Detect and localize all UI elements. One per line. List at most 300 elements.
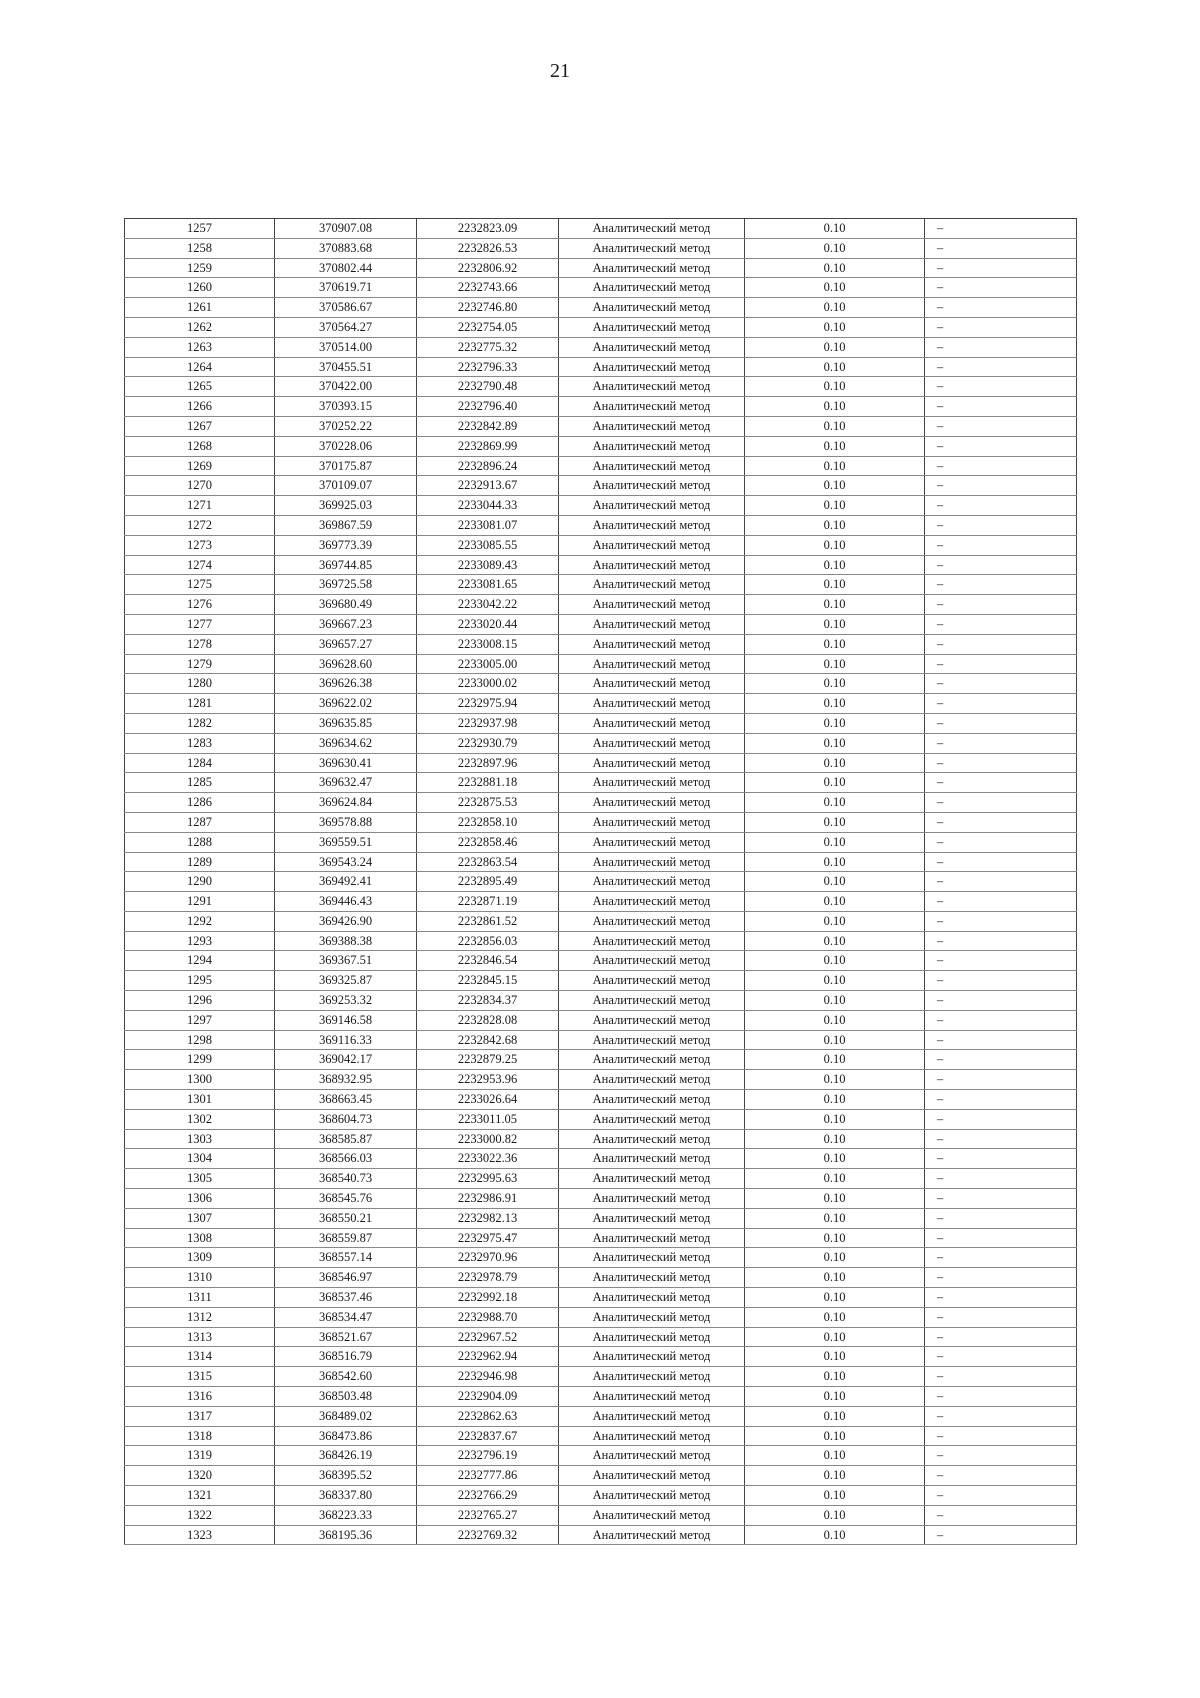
table-row bbox=[125, 793, 1077, 813]
y-coordinate: 2232796.19 bbox=[417, 1446, 559, 1466]
y-coordinate: 2233085.55 bbox=[417, 535, 559, 555]
method-cell: Аналитический метод bbox=[559, 1446, 745, 1466]
description-cell: – bbox=[925, 812, 1077, 832]
table-row bbox=[125, 1268, 1077, 1288]
method-cell: Аналитический метод bbox=[559, 713, 745, 733]
x-coordinate: 370109.07 bbox=[275, 476, 417, 496]
description-cell: – bbox=[925, 793, 1077, 813]
precision-cell: 0.10 bbox=[745, 1387, 925, 1407]
y-coordinate: 2232988.70 bbox=[417, 1307, 559, 1327]
x-coordinate: 369578.88 bbox=[275, 812, 417, 832]
method-cell: Аналитический метод bbox=[559, 1070, 745, 1090]
point-number: 1315 bbox=[125, 1367, 275, 1387]
y-coordinate: 2232796.40 bbox=[417, 397, 559, 417]
point-number: 1288 bbox=[125, 832, 275, 852]
precision-cell: 0.10 bbox=[745, 238, 925, 258]
point-number: 1281 bbox=[125, 694, 275, 714]
method-cell: Аналитический метод bbox=[559, 1050, 745, 1070]
method-cell: Аналитический метод bbox=[559, 892, 745, 912]
method-cell: Аналитический метод bbox=[559, 555, 745, 575]
precision-cell: 0.10 bbox=[745, 991, 925, 1011]
x-coordinate: 368557.14 bbox=[275, 1248, 417, 1268]
y-coordinate: 2232975.94 bbox=[417, 694, 559, 714]
method-cell: Аналитический метод bbox=[559, 654, 745, 674]
y-coordinate: 2232842.68 bbox=[417, 1030, 559, 1050]
y-coordinate: 2232777.86 bbox=[417, 1466, 559, 1486]
x-coordinate: 369624.84 bbox=[275, 793, 417, 813]
method-cell: Аналитический метод bbox=[559, 1426, 745, 1446]
precision-cell: 0.10 bbox=[745, 357, 925, 377]
precision-cell: 0.10 bbox=[745, 1129, 925, 1149]
method-cell: Аналитический метод bbox=[559, 971, 745, 991]
precision-cell: 0.10 bbox=[745, 535, 925, 555]
point-number: 1257 bbox=[125, 219, 275, 239]
description-cell: – bbox=[925, 614, 1077, 634]
precision-cell: 0.10 bbox=[745, 337, 925, 357]
table-row bbox=[125, 812, 1077, 832]
description-cell: – bbox=[925, 634, 1077, 654]
method-cell: Аналитический метод bbox=[559, 872, 745, 892]
point-number: 1303 bbox=[125, 1129, 275, 1149]
method-cell: Аналитический метод bbox=[559, 298, 745, 318]
point-number: 1310 bbox=[125, 1268, 275, 1288]
precision-cell: 0.10 bbox=[745, 951, 925, 971]
point-number: 1267 bbox=[125, 416, 275, 436]
y-coordinate: 2232837.67 bbox=[417, 1426, 559, 1446]
description-cell: – bbox=[925, 1109, 1077, 1129]
point-number: 1277 bbox=[125, 614, 275, 634]
method-cell: Аналитический метод bbox=[559, 1327, 745, 1347]
precision-cell: 0.10 bbox=[745, 872, 925, 892]
method-cell: Аналитический метод bbox=[559, 1208, 745, 1228]
x-coordinate: 370175.87 bbox=[275, 456, 417, 476]
precision-cell: 0.10 bbox=[745, 476, 925, 496]
x-coordinate: 369657.27 bbox=[275, 634, 417, 654]
method-cell: Аналитический метод bbox=[559, 1525, 745, 1545]
x-coordinate: 369634.62 bbox=[275, 733, 417, 753]
x-coordinate: 368546.97 bbox=[275, 1268, 417, 1288]
description-cell: – bbox=[925, 1288, 1077, 1308]
method-cell: Аналитический метод bbox=[559, 1486, 745, 1506]
y-coordinate: 2232970.96 bbox=[417, 1248, 559, 1268]
point-number: 1317 bbox=[125, 1406, 275, 1426]
precision-cell: 0.10 bbox=[745, 1090, 925, 1110]
table-row bbox=[125, 1169, 1077, 1189]
description-cell: – bbox=[925, 397, 1077, 417]
description-cell: – bbox=[925, 694, 1077, 714]
x-coordinate: 369325.87 bbox=[275, 971, 417, 991]
point-number: 1272 bbox=[125, 515, 275, 535]
method-cell: Аналитический метод bbox=[559, 1268, 745, 1288]
x-coordinate: 368195.36 bbox=[275, 1525, 417, 1545]
precision-cell: 0.10 bbox=[745, 515, 925, 535]
description-cell: – bbox=[925, 238, 1077, 258]
precision-cell: 0.10 bbox=[745, 298, 925, 318]
table-row bbox=[125, 1525, 1077, 1545]
point-number: 1274 bbox=[125, 555, 275, 575]
precision-cell: 0.10 bbox=[745, 1268, 925, 1288]
point-number: 1300 bbox=[125, 1070, 275, 1090]
table-row bbox=[125, 971, 1077, 991]
x-coordinate: 369116.33 bbox=[275, 1030, 417, 1050]
x-coordinate: 368537.46 bbox=[275, 1288, 417, 1308]
y-coordinate: 2233081.65 bbox=[417, 575, 559, 595]
table-row bbox=[125, 278, 1077, 298]
precision-cell: 0.10 bbox=[745, 278, 925, 298]
table-row bbox=[125, 1288, 1077, 1308]
method-cell: Аналитический метод bbox=[559, 674, 745, 694]
point-number: 1319 bbox=[125, 1446, 275, 1466]
method-cell: Аналитический метод bbox=[559, 1505, 745, 1525]
y-coordinate: 2232953.96 bbox=[417, 1070, 559, 1090]
description-cell: – bbox=[925, 1486, 1077, 1506]
precision-cell: 0.10 bbox=[745, 1169, 925, 1189]
x-coordinate: 368503.48 bbox=[275, 1387, 417, 1407]
precision-cell: 0.10 bbox=[745, 911, 925, 931]
table-row bbox=[125, 773, 1077, 793]
description-cell: – bbox=[925, 773, 1077, 793]
y-coordinate: 2232875.53 bbox=[417, 793, 559, 813]
description-cell: – bbox=[925, 555, 1077, 575]
description-cell: – bbox=[925, 1149, 1077, 1169]
description-cell: – bbox=[925, 1208, 1077, 1228]
method-cell: Аналитический метод bbox=[559, 357, 745, 377]
x-coordinate: 368559.87 bbox=[275, 1228, 417, 1248]
point-number: 1287 bbox=[125, 812, 275, 832]
y-coordinate: 2232842.89 bbox=[417, 416, 559, 436]
x-coordinate: 368542.60 bbox=[275, 1367, 417, 1387]
method-cell: Аналитический метод bbox=[559, 278, 745, 298]
x-coordinate: 370393.15 bbox=[275, 397, 417, 417]
method-cell: Аналитический метод bbox=[559, 1129, 745, 1149]
point-number: 1258 bbox=[125, 238, 275, 258]
precision-cell: 0.10 bbox=[745, 1228, 925, 1248]
method-cell: Аналитический метод bbox=[559, 1406, 745, 1426]
description-cell: – bbox=[925, 1050, 1077, 1070]
x-coordinate: 369388.38 bbox=[275, 931, 417, 951]
y-coordinate: 2233044.33 bbox=[417, 496, 559, 516]
precision-cell: 0.10 bbox=[745, 1466, 925, 1486]
table-row bbox=[125, 753, 1077, 773]
point-number: 1299 bbox=[125, 1050, 275, 1070]
precision-cell: 0.10 bbox=[745, 931, 925, 951]
precision-cell: 0.10 bbox=[745, 1426, 925, 1446]
method-cell: Аналитический метод bbox=[559, 1248, 745, 1268]
x-coordinate: 370422.00 bbox=[275, 377, 417, 397]
description-cell: – bbox=[925, 595, 1077, 615]
table-row bbox=[125, 634, 1077, 654]
table-row bbox=[125, 1486, 1077, 1506]
y-coordinate: 2232861.52 bbox=[417, 911, 559, 931]
x-coordinate: 370228.06 bbox=[275, 436, 417, 456]
y-coordinate: 2232897.96 bbox=[417, 753, 559, 773]
precision-cell: 0.10 bbox=[745, 1010, 925, 1030]
point-number: 1309 bbox=[125, 1248, 275, 1268]
y-coordinate: 2232769.32 bbox=[417, 1525, 559, 1545]
point-number: 1302 bbox=[125, 1109, 275, 1129]
point-number: 1263 bbox=[125, 337, 275, 357]
precision-cell: 0.10 bbox=[745, 219, 925, 239]
method-cell: Аналитический метод bbox=[559, 1189, 745, 1209]
y-coordinate: 2232846.54 bbox=[417, 951, 559, 971]
description-cell: – bbox=[925, 515, 1077, 535]
method-cell: Аналитический метод bbox=[559, 1307, 745, 1327]
point-number: 1297 bbox=[125, 1010, 275, 1030]
x-coordinate: 369725.58 bbox=[275, 575, 417, 595]
y-coordinate: 2233081.07 bbox=[417, 515, 559, 535]
y-coordinate: 2232862.63 bbox=[417, 1406, 559, 1426]
table-row bbox=[125, 219, 1077, 239]
precision-cell: 0.10 bbox=[745, 674, 925, 694]
y-coordinate: 2232992.18 bbox=[417, 1288, 559, 1308]
point-number: 1312 bbox=[125, 1307, 275, 1327]
x-coordinate: 368585.87 bbox=[275, 1129, 417, 1149]
precision-cell: 0.10 bbox=[745, 1288, 925, 1308]
y-coordinate: 2232754.05 bbox=[417, 317, 559, 337]
point-number: 1286 bbox=[125, 793, 275, 813]
description-cell: – bbox=[925, 377, 1077, 397]
method-cell: Аналитический метод bbox=[559, 634, 745, 654]
table-row bbox=[125, 575, 1077, 595]
point-number: 1305 bbox=[125, 1169, 275, 1189]
precision-cell: 0.10 bbox=[745, 971, 925, 991]
y-coordinate: 2233005.00 bbox=[417, 654, 559, 674]
table-row bbox=[125, 1208, 1077, 1228]
table-row bbox=[125, 911, 1077, 931]
x-coordinate: 368473.86 bbox=[275, 1426, 417, 1446]
description-cell: – bbox=[925, 1525, 1077, 1545]
description-cell: – bbox=[925, 1446, 1077, 1466]
description-cell: – bbox=[925, 733, 1077, 753]
table-row bbox=[125, 1050, 1077, 1070]
y-coordinate: 2233026.64 bbox=[417, 1090, 559, 1110]
x-coordinate: 369626.38 bbox=[275, 674, 417, 694]
point-number: 1283 bbox=[125, 733, 275, 753]
description-cell: – bbox=[925, 298, 1077, 318]
description-cell: – bbox=[925, 317, 1077, 337]
table-row bbox=[125, 377, 1077, 397]
x-coordinate: 368489.02 bbox=[275, 1406, 417, 1426]
precision-cell: 0.10 bbox=[745, 753, 925, 773]
y-coordinate: 2232913.67 bbox=[417, 476, 559, 496]
x-coordinate: 370252.22 bbox=[275, 416, 417, 436]
precision-cell: 0.10 bbox=[745, 416, 925, 436]
table-row bbox=[125, 1248, 1077, 1268]
y-coordinate: 2232856.03 bbox=[417, 931, 559, 951]
method-cell: Аналитический метод bbox=[559, 1010, 745, 1030]
precision-cell: 0.10 bbox=[745, 1505, 925, 1525]
precision-cell: 0.10 bbox=[745, 1248, 925, 1268]
table-row bbox=[125, 496, 1077, 516]
method-cell: Аналитический метод bbox=[559, 317, 745, 337]
x-coordinate: 369867.59 bbox=[275, 515, 417, 535]
y-coordinate: 2232858.10 bbox=[417, 812, 559, 832]
x-coordinate: 369744.85 bbox=[275, 555, 417, 575]
table-row bbox=[125, 1406, 1077, 1426]
x-coordinate: 368395.52 bbox=[275, 1466, 417, 1486]
description-cell: – bbox=[925, 357, 1077, 377]
precision-cell: 0.10 bbox=[745, 258, 925, 278]
x-coordinate: 369492.41 bbox=[275, 872, 417, 892]
point-number: 1291 bbox=[125, 892, 275, 912]
point-number: 1323 bbox=[125, 1525, 275, 1545]
y-coordinate: 2232790.48 bbox=[417, 377, 559, 397]
table-row bbox=[125, 258, 1077, 278]
description-cell: – bbox=[925, 1426, 1077, 1446]
table-row bbox=[125, 595, 1077, 615]
method-cell: Аналитический метод bbox=[559, 575, 745, 595]
method-cell: Аналитический метод bbox=[559, 456, 745, 476]
point-number: 1304 bbox=[125, 1149, 275, 1169]
description-cell: – bbox=[925, 476, 1077, 496]
x-coordinate: 368337.80 bbox=[275, 1486, 417, 1506]
precision-cell: 0.10 bbox=[745, 733, 925, 753]
point-number: 1316 bbox=[125, 1387, 275, 1407]
precision-cell: 0.10 bbox=[745, 812, 925, 832]
point-number: 1313 bbox=[125, 1327, 275, 1347]
x-coordinate: 369253.32 bbox=[275, 991, 417, 1011]
point-number: 1290 bbox=[125, 872, 275, 892]
y-coordinate: 2232775.32 bbox=[417, 337, 559, 357]
table-row bbox=[125, 1228, 1077, 1248]
x-coordinate: 368604.73 bbox=[275, 1109, 417, 1129]
y-coordinate: 2233008.15 bbox=[417, 634, 559, 654]
point-number: 1280 bbox=[125, 674, 275, 694]
table-row bbox=[125, 456, 1077, 476]
precision-cell: 0.10 bbox=[745, 1307, 925, 1327]
y-coordinate: 2232863.54 bbox=[417, 852, 559, 872]
y-coordinate: 2233022.36 bbox=[417, 1149, 559, 1169]
description-cell: – bbox=[925, 1030, 1077, 1050]
table-row bbox=[125, 1010, 1077, 1030]
method-cell: Аналитический метод bbox=[559, 337, 745, 357]
precision-cell: 0.10 bbox=[745, 1406, 925, 1426]
x-coordinate: 370802.44 bbox=[275, 258, 417, 278]
x-coordinate: 370455.51 bbox=[275, 357, 417, 377]
precision-cell: 0.10 bbox=[745, 1208, 925, 1228]
y-coordinate: 2233000.82 bbox=[417, 1129, 559, 1149]
x-coordinate: 370907.08 bbox=[275, 219, 417, 239]
table-row bbox=[125, 1446, 1077, 1466]
point-number: 1321 bbox=[125, 1486, 275, 1506]
point-number: 1276 bbox=[125, 595, 275, 615]
table-row bbox=[125, 832, 1077, 852]
point-number: 1268 bbox=[125, 436, 275, 456]
table-row bbox=[125, 1149, 1077, 1169]
x-coordinate: 368932.95 bbox=[275, 1070, 417, 1090]
y-coordinate: 2232967.52 bbox=[417, 1327, 559, 1347]
description-cell: – bbox=[925, 1307, 1077, 1327]
method-cell: Аналитический метод bbox=[559, 1109, 745, 1129]
y-coordinate: 2232995.63 bbox=[417, 1169, 559, 1189]
y-coordinate: 2232826.53 bbox=[417, 238, 559, 258]
y-coordinate: 2232765.27 bbox=[417, 1505, 559, 1525]
x-coordinate: 369667.23 bbox=[275, 614, 417, 634]
precision-cell: 0.10 bbox=[745, 1367, 925, 1387]
method-cell: Аналитический метод bbox=[559, 496, 745, 516]
method-cell: Аналитический метод bbox=[559, 436, 745, 456]
method-cell: Аналитический метод bbox=[559, 595, 745, 615]
y-coordinate: 2232823.09 bbox=[417, 219, 559, 239]
description-cell: – bbox=[925, 278, 1077, 298]
point-number: 1307 bbox=[125, 1208, 275, 1228]
description-cell: – bbox=[925, 1268, 1077, 1288]
y-coordinate: 2232746.80 bbox=[417, 298, 559, 318]
description-cell: – bbox=[925, 496, 1077, 516]
table-row bbox=[125, 713, 1077, 733]
y-coordinate: 2233042.22 bbox=[417, 595, 559, 615]
method-cell: Аналитический метод bbox=[559, 476, 745, 496]
y-coordinate: 2233000.02 bbox=[417, 674, 559, 694]
description-cell: – bbox=[925, 951, 1077, 971]
table-row bbox=[125, 317, 1077, 337]
table-row bbox=[125, 515, 1077, 535]
table-row bbox=[125, 357, 1077, 377]
point-number: 1262 bbox=[125, 317, 275, 337]
y-coordinate: 2232904.09 bbox=[417, 1387, 559, 1407]
y-coordinate: 2232982.13 bbox=[417, 1208, 559, 1228]
method-cell: Аналитический метод bbox=[559, 1030, 745, 1050]
precision-cell: 0.10 bbox=[745, 793, 925, 813]
x-coordinate: 369635.85 bbox=[275, 713, 417, 733]
description-cell: – bbox=[925, 892, 1077, 912]
description-cell: – bbox=[925, 535, 1077, 555]
method-cell: Аналитический метод bbox=[559, 1387, 745, 1407]
x-coordinate: 369146.58 bbox=[275, 1010, 417, 1030]
precision-cell: 0.10 bbox=[745, 456, 925, 476]
y-coordinate: 2233089.43 bbox=[417, 555, 559, 575]
x-coordinate: 368550.21 bbox=[275, 1208, 417, 1228]
y-coordinate: 2233011.05 bbox=[417, 1109, 559, 1129]
method-cell: Аналитический метод bbox=[559, 397, 745, 417]
table-row bbox=[125, 654, 1077, 674]
description-cell: – bbox=[925, 575, 1077, 595]
y-coordinate: 2233020.44 bbox=[417, 614, 559, 634]
description-cell: – bbox=[925, 1347, 1077, 1367]
point-number: 1259 bbox=[125, 258, 275, 278]
method-cell: Аналитический метод bbox=[559, 852, 745, 872]
x-coordinate: 370564.27 bbox=[275, 317, 417, 337]
y-coordinate: 2232858.46 bbox=[417, 832, 559, 852]
table-row bbox=[125, 991, 1077, 1011]
table-row bbox=[125, 1347, 1077, 1367]
table-row bbox=[125, 951, 1077, 971]
point-number: 1279 bbox=[125, 654, 275, 674]
description-cell: – bbox=[925, 1169, 1077, 1189]
x-coordinate: 368516.79 bbox=[275, 1347, 417, 1367]
table-row bbox=[125, 1426, 1077, 1446]
table-row bbox=[125, 1307, 1077, 1327]
description-cell: – bbox=[925, 1248, 1077, 1268]
point-number: 1292 bbox=[125, 911, 275, 931]
point-number: 1301 bbox=[125, 1090, 275, 1110]
y-coordinate: 2232828.08 bbox=[417, 1010, 559, 1030]
description-cell: – bbox=[925, 852, 1077, 872]
precision-cell: 0.10 bbox=[745, 317, 925, 337]
method-cell: Аналитический метод bbox=[559, 991, 745, 1011]
table-row bbox=[125, 733, 1077, 753]
point-number: 1308 bbox=[125, 1228, 275, 1248]
description-cell: – bbox=[925, 713, 1077, 733]
y-coordinate: 2232869.99 bbox=[417, 436, 559, 456]
description-cell: – bbox=[925, 337, 1077, 357]
y-coordinate: 2232845.15 bbox=[417, 971, 559, 991]
table-row bbox=[125, 436, 1077, 456]
x-coordinate: 368540.73 bbox=[275, 1169, 417, 1189]
table-row bbox=[125, 1505, 1077, 1525]
point-number: 1289 bbox=[125, 852, 275, 872]
precision-cell: 0.10 bbox=[745, 555, 925, 575]
